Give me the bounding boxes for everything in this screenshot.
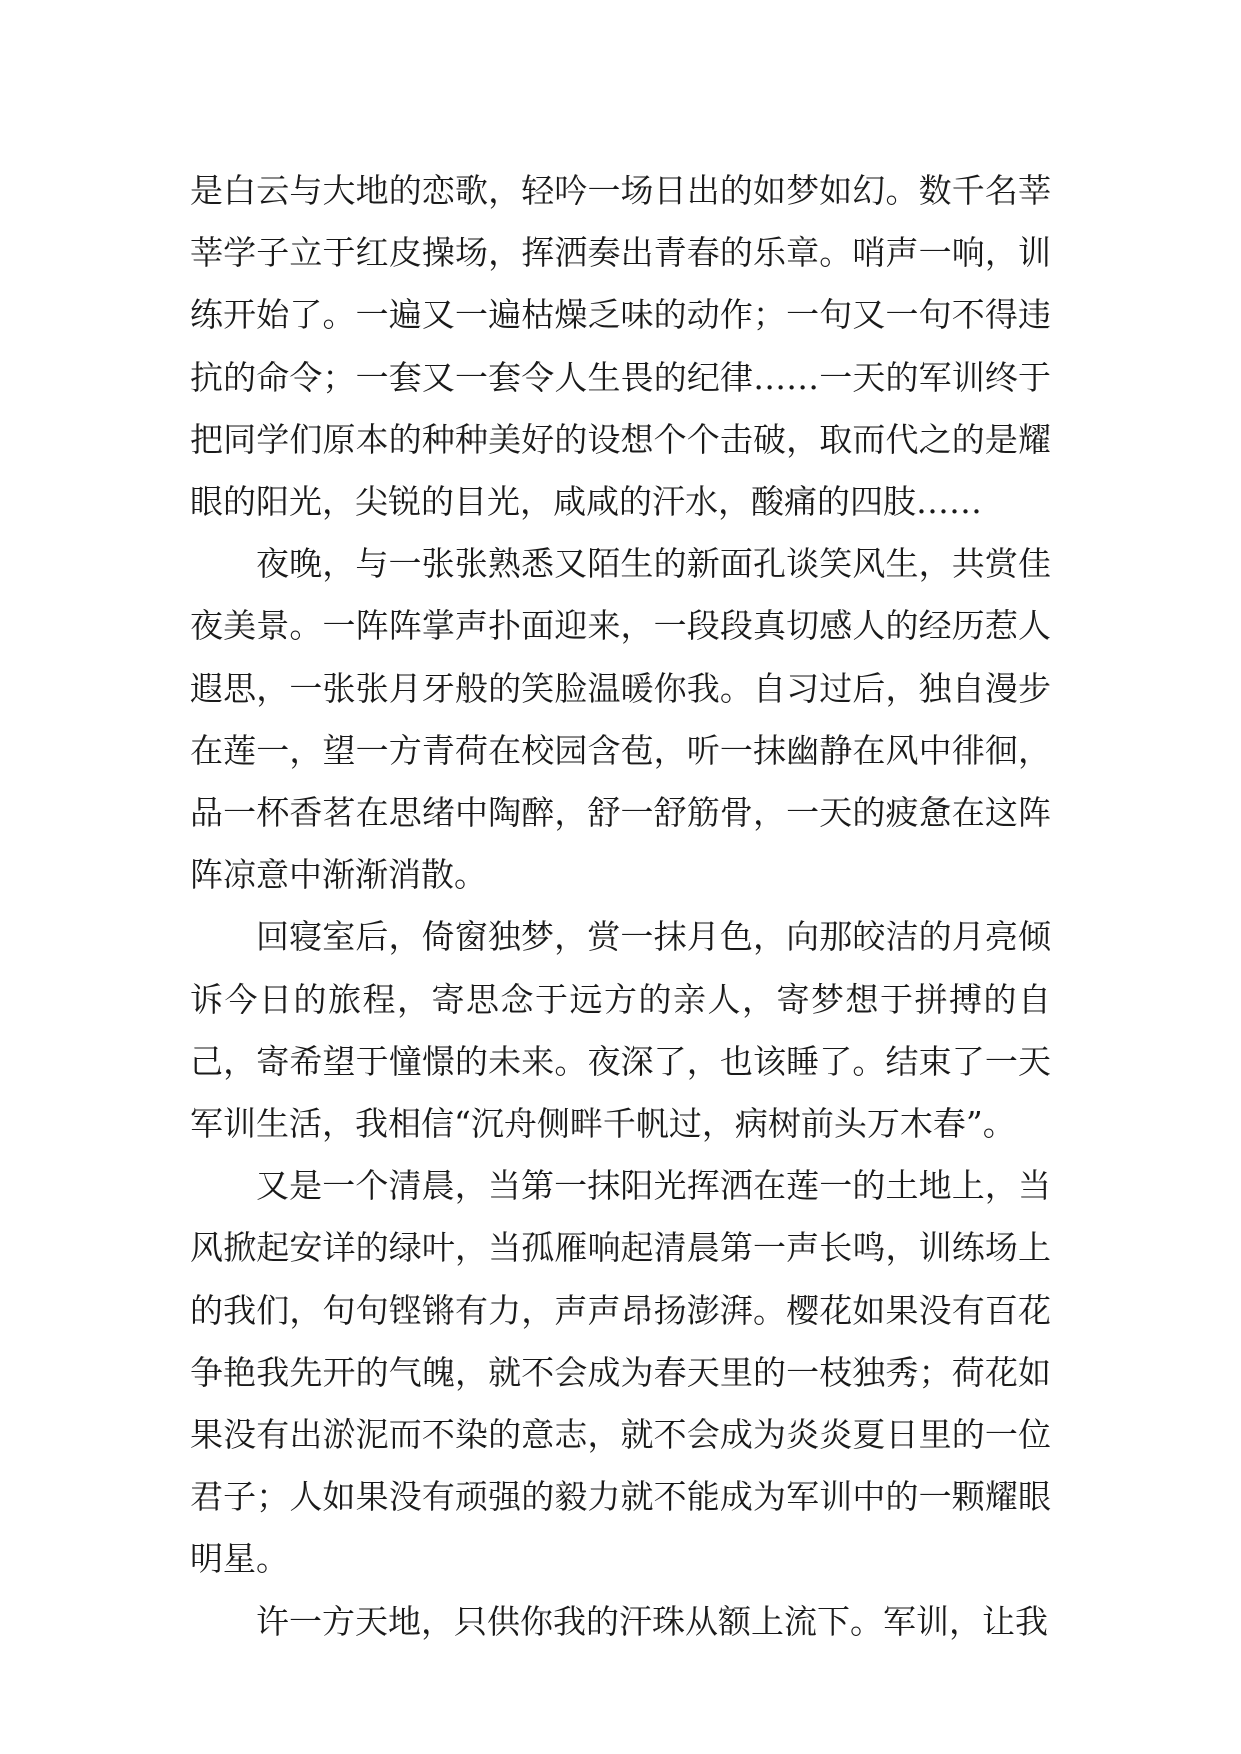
document-body [190, 160, 1051, 1653]
paragraph-4: 又是一个清晨，当第一抹阳光挥洒在莲一的土地上，当风掀起安详的绿叶，当孤雁响起清晨第一声长鸣，训练场上的我们，句句铿锵有力，声声昂扬澎湃。樱花如果没有百花争艳我先开的气魄，就不会成为春天里的一枝独秀；荷花如果没有出淤泥而不染的意志，就不会成为炎炎夏日里的一位君子；人如果没有顽强的毅力就不能成为军训中的一颗耀眼明星。 [190, 1166, 1051, 1579]
paragraph-1: 是白云与大地的恋歌，轻吟一场日出的如梦如幻。数千名莘莘学子立于红皮操场，挥洒奏出青春的乐章。哨声一响，训练开始了。一遍又一遍枯燥乏味的动作；一句又一句不得违抗的命令；一套又一套令人生畏的纪律……一天的军训终于把同学们原本的种种美好的设想个个击破，取而代之的是耀眼的阳光，尖锐的目光，咸咸的汗水，酸痛的四肢…… [190, 171, 1051, 522]
paragraph-5: 许一方天地，只供你我的汗珠从额上流下。军训，让我 [256, 1601, 1048, 1641]
paragraph-3: 回寝室后，倚窗独梦，赏一抹月色，向那皎洁的月亮倾诉今日的旅程，寄思念于远方的亲人，寄梦想于拼搏的自己，寄希望于憧憬的未来。夜深了，也该睡了。结束了一天军训生活，我相信“沉舟侧畔千帆过，病树前头万木春”。 [190, 917, 1051, 1144]
paragraph-2: 夜晚，与一张张熟悉又陌生的新面孔谈笑风生，共赏佳夜美景。一阵阵掌声扑面迎来，一段段真切感人的经历惹人遐思，一张张月牙般的笑脸温暖你我。自习过后，独自漫步在莲一，望一方青荷在校园含苞，听一抹幽静在风中徘徊，品一杯香茗在思绪中陶醉，舒一舒筋骨，一天的疲惫在这阵阵凉意中渐渐消散。 [190, 544, 1051, 895]
